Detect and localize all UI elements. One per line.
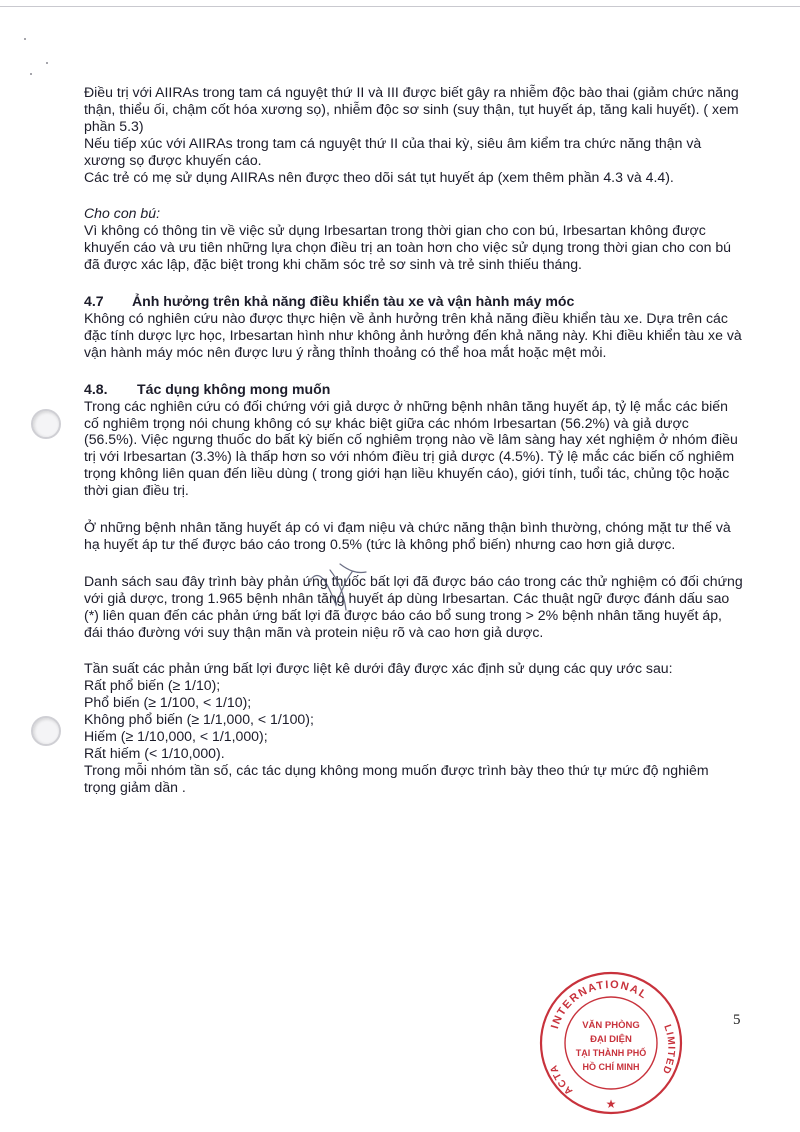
pregnancy-paragraph-3: Các trẻ có mẹ sử dụng AIIRAs nên được theo dõi sát tụt huyết áp (xem thêm phần 4.3 và 4.4).	[84, 168, 674, 185]
breastfeeding-paragraph: Vì không có thông tin về việc sử dụng Irbesartan trong thời gian cho con bú, Irbesartan không được khuyến cáo và ưu tiên những lựa chọn điều trị an toàn hơn cho việc sử dụng trong thời gian cho con bú đã được xác lập, đặc biệt trong khi chăm sóc trẻ sơ sinh và trẻ sinh thiếu tháng.	[84, 222, 732, 273]
seal-ring-top: INTERNATIONAL	[549, 978, 650, 1031]
frequency-outro: Trong mỗi nhóm tần số, các tác dụng không mong muốn được trình bày theo thứ tự mức độ nghiêm trọng giảm dần .	[84, 761, 709, 795]
scan-speck	[46, 62, 48, 64]
punch-hole	[31, 409, 61, 439]
seal-line-1: VĂN PHÒNG	[582, 1020, 640, 1031]
list-item: Hiếm (≥ 1/10,000, < 1/1,000);	[84, 728, 268, 745]
handwritten-initial	[300, 550, 380, 620]
driving-paragraph: Không có nghiên cứu nào được thực hiện về ảnh hưởng trên khả năng điều khiển tàu xe. Dựa trên các đặc tính dược lực học, Irbesartan hình như không ảnh hưởng đến khả năng này. Khi điều khiển tàu xe và vận hành máy móc nên được lưu ý rằng thỉnh thoảng có thể hoa mắt hoặc mệt mỏi.	[84, 309, 742, 360]
adverse-paragraph-3: Danh sách sau đây trình bày phản ứng thuốc bất lợi đã được báo cáo trong các thử nghiệm có đối chứng với giả dược, trong 1.965 bệnh nhân tăng huyết áp dùng Irbesartan. Các thuật ngữ được đánh dấu sao (*) liên quan đến các phản ứng bất lợi đã được báo cáo bổ sung trong > 2% bệnh nhân tăng huyết áp, đái tháo đường với suy thận mãn và protein niệu rõ và cao hơn giả dược.	[84, 572, 743, 640]
seal-line-3: TẠI THÀNH PHỐ	[575, 1048, 647, 1058]
frequency-intro: Tần suất các phản ứng bất lợi được liệt kê dưới đây được xác định sử dụng các quy ước sau:	[84, 660, 673, 677]
punch-hole	[31, 716, 61, 746]
scan-speck	[24, 38, 26, 40]
section-number: 4.7	[84, 293, 104, 310]
list-item: Phổ biến (≥ 1/100, < 1/10);	[84, 694, 252, 711]
seal-ring-right: LIMITED	[659, 1023, 677, 1077]
list-item: Rất hiếm (< 1/10,000).	[84, 745, 225, 761]
pregnancy-paragraph-2: Nếu tiếp xúc với AIIRAs trong tam cá nguyệt thứ II của thai kỳ, siêu âm kiểm tra chức năng thận và xương sọ được khuyến cáo.	[84, 134, 702, 168]
top-border-line	[0, 6, 800, 7]
seal-star-icon: ★	[605, 1097, 617, 1111]
section-4-8-heading	[84, 381, 744, 398]
section-title: Ảnh hưởng trên khả năng điều khiển tàu xe và vận hành máy móc	[132, 293, 575, 310]
seal-ring-left: ACTA	[548, 1062, 576, 1097]
section-title: Tác dụng không mong muốn	[137, 380, 331, 397]
document-body	[84, 84, 744, 796]
adverse-paragraph-2: Ở những bệnh nhân tăng huyết áp có vi đạm niệu và chức năng thận bình thường, chóng mặt tư thế và hạ huyết áp tư thế được báo cáo trong 0.5% (tức là không phổ biến) nhưng cao hơn giả dược.	[84, 519, 731, 552]
section-number: 4.8.	[84, 380, 108, 397]
scan-speck	[30, 73, 32, 75]
breastfeeding-title: Cho con bú:	[84, 205, 161, 222]
adverse-paragraph-1: Trong các nghiên cứu có đối chứng với giả dược ở những bệnh nhân tăng huyết áp, tỷ lệ mắc các biến cố nghiêm trọng nói chung không có sự khác biệt giữa các nhóm Irbesartan (56.2%) và giả dược (56.5%). Việc ngưng thuốc do bất kỳ biến cố nghiêm trọng nào về lâm sàng hay xét nghiệm ở nhóm điều trị với Irbesartan (3.3%) là thấp hơn so với nhóm điều trị giả dược (4.5%). Tỷ lệ mắc các biến cố nghiêm trọng không liên quan đến liều dùng ( trong giới hạn liều khuyến cáo), giới tính, tuổi tác, chủng tộc hoặc thời gian điều trị.	[84, 397, 738, 499]
list-item: Rất phổ biến (≥ 1/10);	[84, 677, 221, 694]
frequency-list	[84, 677, 744, 762]
page-number: 5	[733, 1012, 741, 1028]
list-item: Không phổ biến (≥ 1/1,000, < 1/100);	[84, 711, 314, 728]
pregnancy-paragraph-1: Điều trị với AIIRAs trong tam cá nguyệt thứ II và III được biết gây ra nhiễm độc bào thai (giảm chức năng thận, thiểu ối, chậm cốt hóa xương sọ), nhiễm độc sơ sinh (suy thận, tụt huyết áp, tăng kali huyết). ( xem phần 5.3)	[84, 84, 739, 134]
company-seal-stamp	[536, 968, 686, 1118]
seal-line-2: ĐẠI DIỆN	[590, 1034, 632, 1045]
section-4-7-heading	[84, 293, 744, 310]
seal-line-4: HỒ CHÍ MINH	[582, 1062, 640, 1072]
